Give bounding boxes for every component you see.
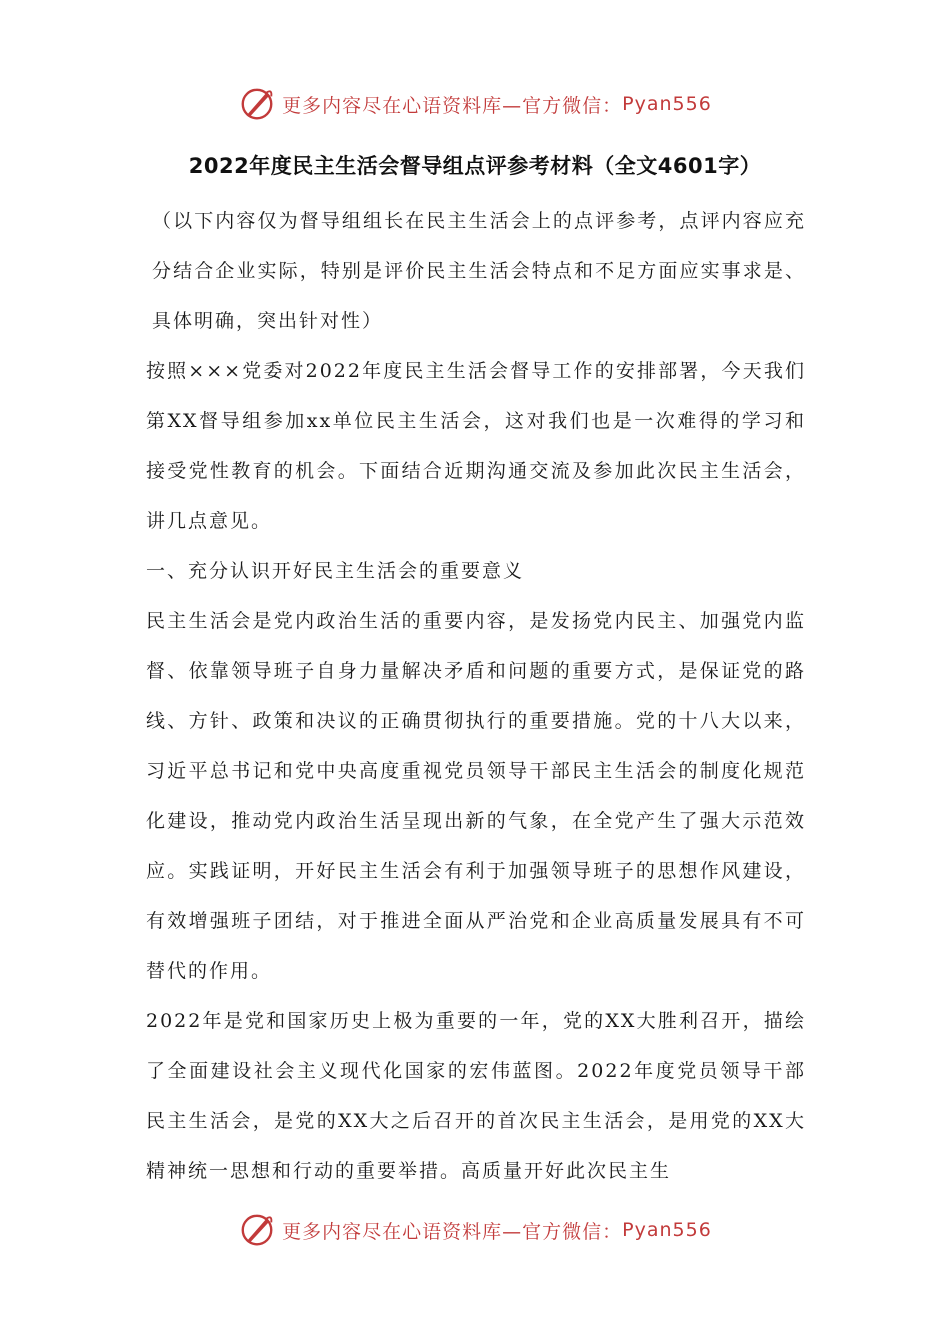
section-paragraph-1: 民主生活会是党内政治生活的重要内容，是发扬党内民主、加强党内监督、依靠领导班子自身力量解决矛盾和问题的重要方式，是保证党的路线、方针、政策和决议的正确贯彻执行的重要措施。党的十八大以来，习近平总书记和党中央高度重视党员领导干部民主生活会的制度化规范化建设，推动党内政治生活呈现出新的气象，在全党产生了强大示范效应。实践证明，开好民主生活会有利于加强领导班子的思想作风建设，有效增强班子团结，对于推进全面从严治党和企业高质量发展具有不可替代的作用。: [146, 610, 806, 982]
watermark-wechat-id: Pyan556: [622, 93, 712, 115]
quill-logo-icon: [238, 85, 276, 123]
section-paragraph-2: 2022年是党和国家历史上极为重要的一年，党的XX大胜利召开，描绘了全面建设社会主义现代化国家的宏伟蓝图。2022年度党员领导干部民主生活会，是党的XX大之后召开的首次民主生活会，是用党的XX大精神统一思想和行动的重要举措。高质量开好此次民主生: [146, 1010, 806, 1182]
watermark-text: 更多内容尽在心语资料库—官方微信：: [282, 1220, 623, 1243]
note-paragraph: （以下内容仅为督导组组长在民主生活会上的点评参考，点评内容应充分结合企业实际，特别是评价民主生活会特点和不足方面应实事求是、具体明确，突出针对性）: [152, 210, 806, 332]
intro-paragraph: 按照×××党委对2022年度民主生活会督导工作的安排部署，今天我们第XX督导组参加xx单位民主生活会，这对我们也是一次难得的学习和接受党性教育的机会。下面结合近期沟通交流及参加此次民主生活会，讲几点意见。: [146, 360, 806, 532]
document-title: 2022年度民主生活会督导组点评参考材料（全文4601字）: [188, 154, 762, 178]
footer-watermark: [0, 1208, 950, 1252]
document-body: [146, 196, 806, 1196]
watermark-text: 更多内容尽在心语资料库—官方微信：: [282, 94, 623, 117]
quill-logo-icon: [238, 1211, 276, 1249]
section-heading: 一、充分认识开好民主生活会的重要意义: [146, 560, 525, 582]
header-watermark: [0, 82, 950, 126]
watermark-wechat-id: Pyan556: [622, 1219, 712, 1241]
